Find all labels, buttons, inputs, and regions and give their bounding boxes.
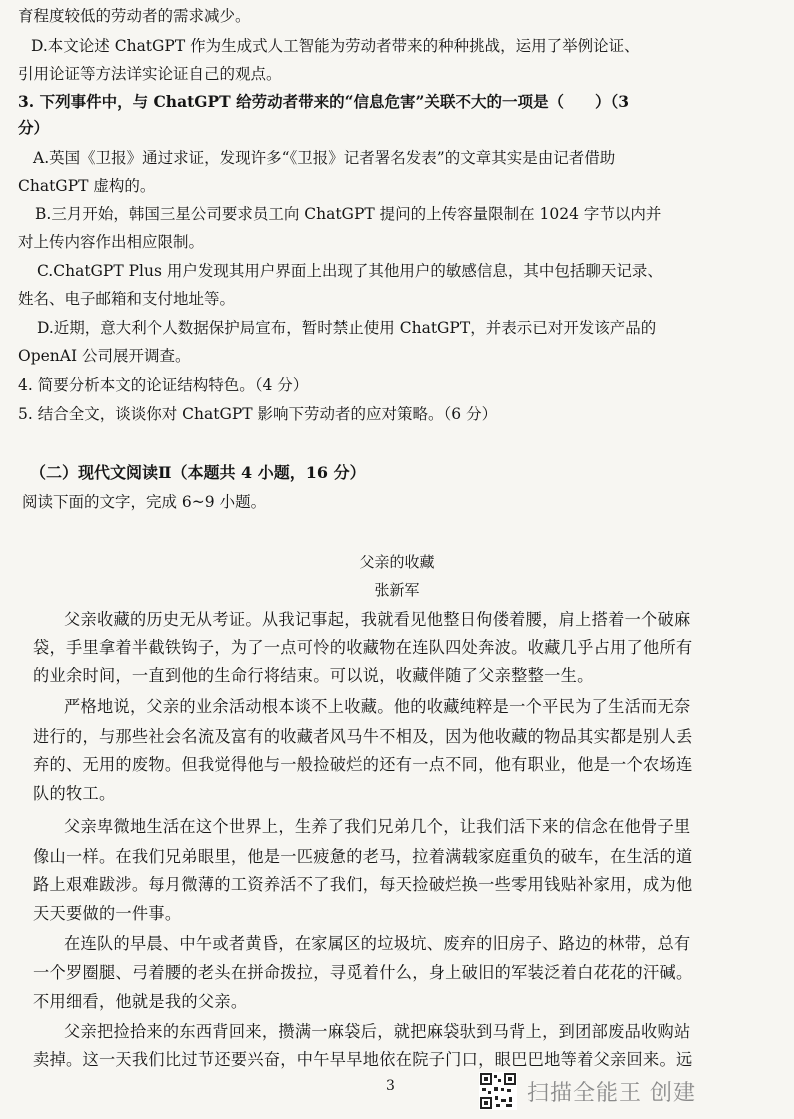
article-line: 父亲把捡拾来的东西背回来，攒满一麻袋后，就把麻袋驮到马背上，到团部废品收购站 (64, 1022, 691, 1041)
article-line: 路上艰难跋涉。每月微薄的工资养活不了我们，每天捡破烂换一些零用钱贴补家用，成为他 (33, 875, 693, 894)
question-4: 4. 简要分析本文的论证结构特色。（4 分） (18, 376, 309, 394)
section-heading: （二）现代文阅读Ⅱ（本题共 4 小题，16 分） (30, 463, 366, 482)
page-number: 3 (386, 1078, 395, 1094)
q3-option-a-line1: A.英国《卫报》通过求证，发现许多“《卫报》记者署名发表”的文章其实是由记者借助 (33, 149, 616, 167)
article-line: 父亲卑微地生活在这个世界上，生养了我们兄弟几个，让我们活下来的信念在他骨子里 (64, 817, 691, 836)
article-author: 张新军 (374, 581, 420, 599)
article-line: 像山一样。在我们兄弟眼里，他是一匹疲惫的老马，拉着满载家庭重负的破车，在生活的道 (33, 847, 693, 866)
article-line: 不用细看，他就是我的父亲。 (33, 992, 248, 1011)
question-3-line1: 3. 下列事件中，与 ChatGPT 给劳动者带来的“信息危害”关联不大的一项是（ ）（3 (18, 92, 629, 111)
article-line: 父亲收藏的历史无从考证。从我记事起，我就看见他整日佝偻着腰，肩上搭着一个破麻 (64, 610, 691, 629)
q3-option-a-line2: ChatGPT 虚构的。 (18, 177, 156, 195)
q2-option-d-line1: D.本文论述 ChatGPT 作为生成式人工智能为劳动者带来的种种挑战，运用了举例论证、 (31, 37, 640, 55)
article-line: 队的牧工。 (33, 784, 116, 803)
q3-option-b-line1: B.三月开始，韩国三星公司要求员工向 ChatGPT 提问的上传容量限制在 1024 字节以内并 (35, 205, 662, 223)
article-line: 袋，手里拿着半截铁钩子，为了一点可怜的收藏物在连队四处奔波。收藏几乎占用了他所有 (33, 638, 693, 657)
q2-tail-text: 育程度较低的劳动者的需求减少。 (18, 7, 251, 25)
q3-option-c-line2: 姓名、电子邮箱和支付地址等。 (18, 290, 236, 308)
article-line: 一个罗圈腿、弓着腰的老头在拼命拨拉，寻觅着什么，身上破旧的军装泛着白花花的汗碱。 (33, 963, 693, 982)
article-line: 天天要做的一件事。 (33, 904, 182, 923)
article-line: 严格地说，父亲的业余活动根本谈不上收藏。他的收藏纯粹是一个平民为了生活而无奈 (64, 697, 691, 716)
qr-code-icon (479, 1072, 517, 1110)
article-line: 弃的、无用的废物。但我觉得他与一般捡破烂的还有一点不同，他有职业，他是一个农场连 (33, 755, 693, 774)
question-5: 5. 结合全文，谈谈你对 ChatGPT 影响下劳动者的应对策略。（6 分） (18, 405, 498, 423)
section-instruction: 阅读下面的文字，完成 6~9 小题。 (22, 493, 267, 511)
q3-option-d-line2: OpenAI 公司展开调查。 (18, 347, 191, 365)
article-line: 进行的，与那些社会名流及富有的收藏者风马牛不相及，因为他收藏的物品其实都是别人丢 (33, 727, 693, 746)
article-line: 的业余时间，一直到他的生命行将结束。可以说，收藏伴随了父亲整整一生。 (33, 666, 594, 685)
q2-option-d-line2: 引用论证等方法详实论证自己的观点。 (18, 65, 282, 83)
question-3-line2: 分） (18, 118, 50, 137)
article-title: 父亲的收藏 (359, 553, 435, 571)
q3-option-b-line2: 对上传内容作出相应限制。 (18, 233, 205, 251)
watermark-text: 扫描全能王 创建 (527, 1080, 696, 1106)
q3-option-d-line1: D.近期，意大利个人数据保护局宣布，暂时禁止使用 ChatGPT，并表示已对开发该产品的 (37, 319, 657, 337)
article-line: 卖掉。这一天我们比过节还要兴奋，中午早早地依在院子门口，眼巴巴地等着父亲回来。远 (33, 1050, 693, 1069)
scanner-watermark (479, 1072, 696, 1110)
article-line: 在连队的早晨、中午或者黄昏，在家属区的垃圾坑、废弃的旧房子、路边的林带，总有 (64, 934, 691, 953)
q3-option-c-line1: C.ChatGPT Plus 用户发现其用户界面上出现了其他用户的敏感信息，其中包括聊天记录、 (37, 262, 663, 280)
